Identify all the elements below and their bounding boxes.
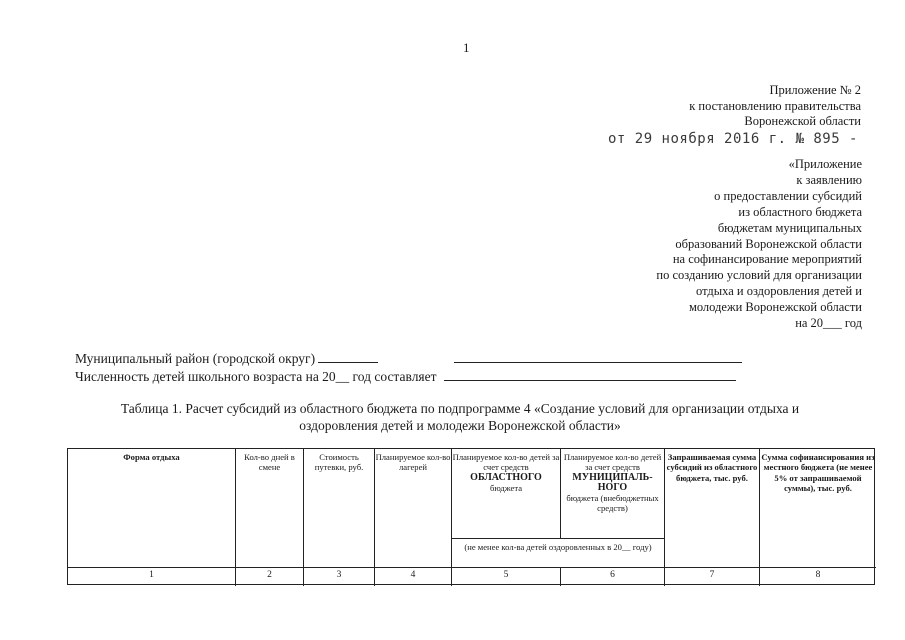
header-regional-children <box>452 449 560 493</box>
header-voucher-cost: Стоимость путевки, руб. <box>314 452 364 473</box>
district-blank-long[interactable] <box>454 350 742 363</box>
district-label: Муниципальный район (городской округ) <box>75 351 316 366</box>
header-municipal-pre: Планируемое кол-во детей за счет средств <box>563 452 662 473</box>
column-number: 8 <box>815 570 821 580</box>
subsidy-calculation-table <box>67 448 875 585</box>
appendix-heading <box>501 83 861 130</box>
column-number: 5 <box>503 570 509 580</box>
header-regional-pre: Планируемое кол-во детей за счет средств <box>452 452 560 473</box>
header-cofinancing-pre: Сумма софинансирования из местного бюджета <box>761 452 875 473</box>
header-shift-days: Кол-во дней в смене <box>244 452 295 473</box>
header-cofinancing <box>760 449 876 493</box>
column-number: 1 <box>149 570 154 580</box>
header-regional-bold: ОБЛАСТНОГО <box>470 471 542 483</box>
appendix-line: к постановлению правительства <box>689 98 861 113</box>
annex-line: отдыха и оздоровления детей и <box>696 284 862 299</box>
district-blank-short[interactable] <box>318 350 378 363</box>
header-municipal-bold: МУНИЦИПАЛЬ-НОГО <box>572 471 653 493</box>
annex-heading <box>532 157 862 332</box>
header-municipal-post: бюджета (внебюджетных средств) <box>566 493 659 514</box>
children-count-row <box>75 368 736 385</box>
annex-line: на софинансирование мероприятий <box>672 252 862 267</box>
annex-line: на 20___ год <box>795 316 862 331</box>
appendix-line: Воронежской области <box>744 114 861 128</box>
district-field-row <box>75 350 742 367</box>
column-number: 4 <box>410 570 416 580</box>
table-divider <box>68 567 876 568</box>
header-camp-count: Планируемое кол-во лагерей <box>375 452 451 473</box>
annex-line: образований Воронежской области <box>675 236 862 251</box>
annex-line: бюджетам муниципальных <box>717 220 862 235</box>
header-municipal-children <box>561 449 664 514</box>
header-regional-post: бюджета <box>489 482 523 493</box>
column-number: 7 <box>709 570 715 580</box>
table-caption <box>60 400 860 434</box>
header-cofinancing-bold: (не менее 5% от запрашиваемой суммы), тыс. руб. <box>774 462 873 493</box>
children-count-blank[interactable] <box>444 368 736 381</box>
children-count-label: Численность детей школьного возраста на 20__ год составляет <box>75 369 437 384</box>
header-rest-form: Форма отдыха <box>123 452 180 462</box>
annex-line: «Приложение <box>788 157 862 171</box>
header-minimum-children-note: (не менее кол-ва детей оздоровленных в 20__ году) <box>464 542 652 552</box>
table-caption-line: оздоровления детей и молодежи Воронежской области» <box>299 418 621 433</box>
annex-line: молодежи Воронежской области <box>688 300 862 315</box>
annex-line: из областного бюджета <box>738 204 862 219</box>
annex-line: о предоставлении субсидий <box>714 188 862 203</box>
page-number: 1 <box>463 40 470 55</box>
column-number: 3 <box>336 570 342 580</box>
header-requested-subsidy: Запрашиваемая сумма субсидий из областного бюджета, тыс. руб. <box>666 452 758 483</box>
appendix-line: Приложение № 2 <box>769 83 861 97</box>
decree-date-stamp: от 29 ноября 2016 г. № 895 - <box>607 131 858 147</box>
annex-line: по созданию условий для организации <box>656 268 862 283</box>
table-caption-line: Таблица 1. Расчет субсидий из областного бюджета по подпрограмме 4 «Создание условий для организации отдыха и <box>120 401 800 416</box>
column-number: 6 <box>610 570 615 580</box>
annex-line: к заявлению <box>796 172 862 187</box>
column-number: 2 <box>267 570 272 580</box>
